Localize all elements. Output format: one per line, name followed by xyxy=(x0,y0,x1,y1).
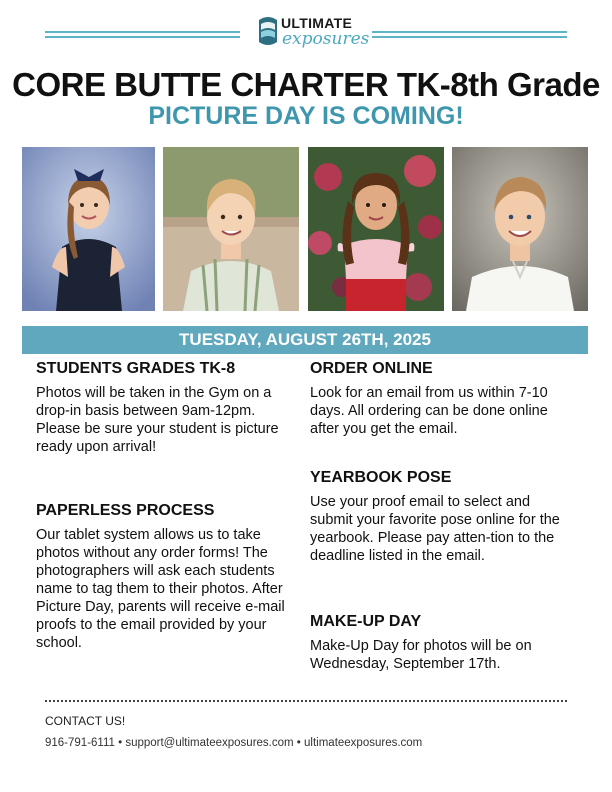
section-heading: YEARBOOK POSE xyxy=(310,469,452,486)
student-photo-1 xyxy=(22,147,155,311)
contact-heading: CONTACT US! xyxy=(45,714,126,728)
section-paperless xyxy=(36,502,294,652)
logo-divider-left xyxy=(45,31,240,33)
section-order-online xyxy=(310,360,568,438)
section-make-up-day xyxy=(310,613,568,673)
section-heading: ORDER ONLINE xyxy=(310,360,433,377)
section-heading: STUDENTS GRADES TK-8 xyxy=(36,360,236,377)
page-title: CORE BUTTE CHARTER TK-8th Grade xyxy=(12,66,600,103)
section-body: Use your proof email to select and submit your favorite pose online for the yearbook. Please pay atten-tion to the deadline listed in the email. xyxy=(310,494,560,564)
logo-text-secondary: exposures xyxy=(282,29,370,49)
logo-divider-right-2 xyxy=(372,36,567,38)
section-heading: PAPERLESS PROCESS xyxy=(36,502,215,519)
section-yearbook-pose xyxy=(310,469,568,565)
page-subtitle: PICTURE DAY IS COMING! xyxy=(148,102,464,130)
student-photo-4 xyxy=(452,147,588,311)
contact-details[interactable]: 916-791-6111 • support@ultimateexposures.com • ultimateexposures.com xyxy=(45,737,423,749)
section-body: Photos will be taken in the Gym on a drop-in basis between 9am-12pm. Please be sure your student is picture ready upon arrival! xyxy=(36,385,279,455)
dotted-divider xyxy=(45,700,567,702)
section-body: Make-Up Day for photos will be on Wednesday, September 17th. xyxy=(310,638,532,672)
section-body: Look for an email from us within 7-10 days. All ordering can be done online after you get the email. xyxy=(310,385,548,437)
student-photo-3 xyxy=(308,147,444,311)
logo-divider-left-2 xyxy=(45,36,240,38)
section-body: Our tablet system allows us to take photos without any order forms! The photographers will ask each students name to tag them to their photos. After Picture Day, parents will receive e-mail proofs to the email provided by your school. xyxy=(36,527,285,651)
student-photo-2 xyxy=(163,147,299,311)
date-banner: TUESDAY, AUGUST 26TH, 2025 xyxy=(22,326,588,354)
section-heading: MAKE-UP DAY xyxy=(310,613,422,630)
logo-divider-right xyxy=(372,31,567,33)
logo-mark-icon xyxy=(257,16,279,46)
logo-text-primary: ULTIMATE xyxy=(281,15,353,31)
section-students xyxy=(36,360,294,456)
logo-bar xyxy=(0,14,612,54)
